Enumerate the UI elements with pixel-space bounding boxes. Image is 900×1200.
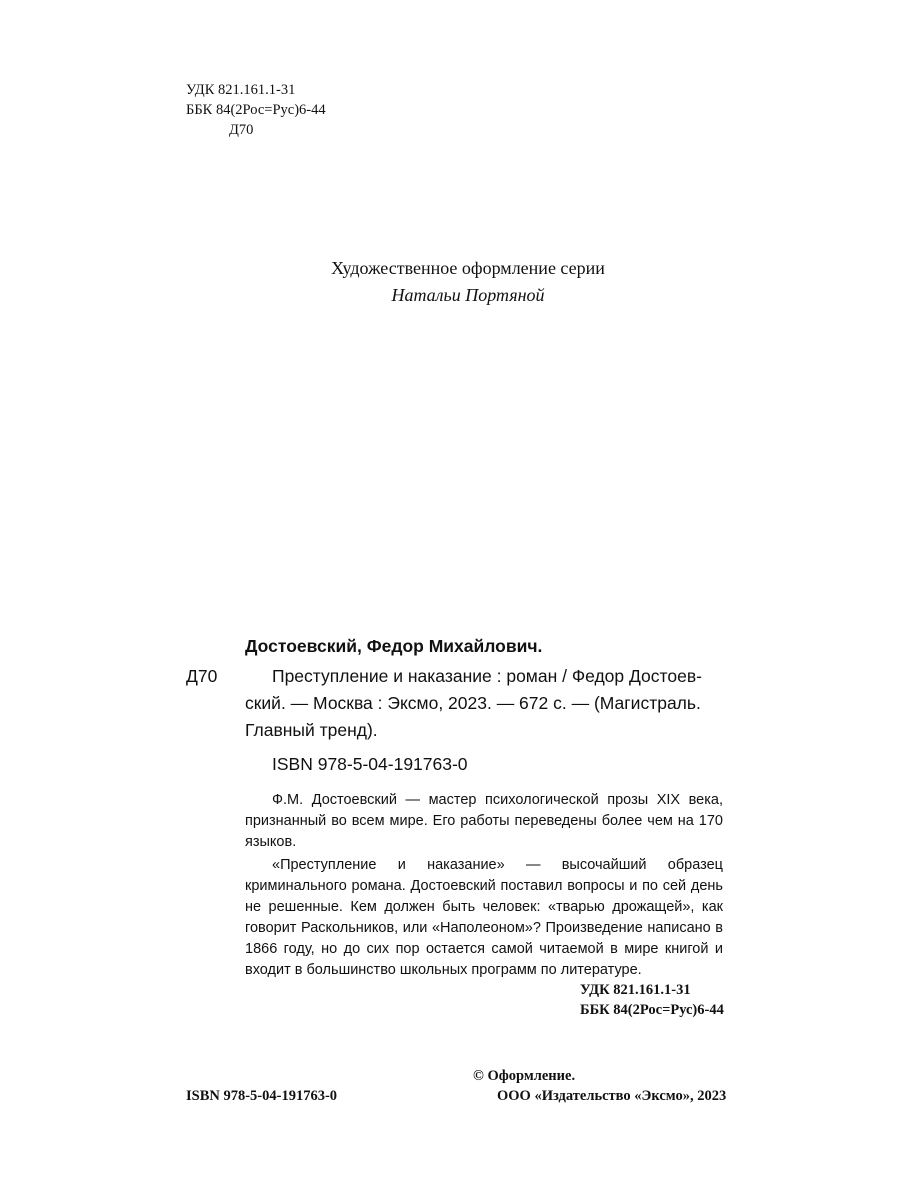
series-credit-line1: Художественное оформление серии bbox=[331, 258, 605, 278]
author-heading: Достоевский, Федор Михайлович. bbox=[245, 636, 543, 656]
bottom-udk: УДК 821.161.1-31 bbox=[580, 982, 691, 998]
annotation-paragraph-1: Ф.М. Достоевский — мастер психологической прозы XIX века, признанный во всем мире. Его работы переведены более чем на 170 языков. bbox=[245, 792, 723, 850]
biblio-line-3: Главный тренд). bbox=[245, 720, 378, 740]
top-bbk: ББК 84(2Рос=Рус)6-44 bbox=[186, 102, 326, 118]
top-udk: УДК 821.161.1-31 bbox=[186, 82, 296, 98]
biblio-author-mark: Д70 bbox=[186, 666, 218, 686]
annotation-paragraph-2: «Преступление и наказание» — высочайший образец криминального романа. Достоевский поставил вопросы и по сей день не решенные. Кем должен быть человек: «тварью дрожащей», как говорит Раскольников, или «Наполеоном»? Произведение написано в 1866 году, но до сих пор остается самой читаемой в мире книгой и входит в большинство школьных программ по литературе. bbox=[245, 857, 723, 978]
bottom-bbk: ББК 84(2Рос=Рус)6-44 bbox=[580, 1002, 724, 1018]
copyright-line1: © Оформление. bbox=[473, 1068, 576, 1084]
biblio-line-2: ский. — Москва : Эксмо, 2023. — 672 с. — (Магистраль. bbox=[245, 693, 701, 713]
top-author-mark: Д70 bbox=[229, 122, 254, 138]
series-credit-line2 bbox=[0, 282, 900, 309]
biblio-isbn: ISBN 978-5-04-191763-0 bbox=[272, 754, 468, 774]
footer-isbn: ISBN 978-5-04-191763-0 bbox=[186, 1088, 338, 1104]
biblio-line-1: Преступление и наказание : роман / Федор Достоев- bbox=[272, 666, 702, 686]
annotation bbox=[245, 790, 723, 981]
designer-name: Натальи Портяной bbox=[391, 285, 545, 305]
copyright-line2: ООО «Издательство «Эксмо», 2023 bbox=[497, 1088, 727, 1104]
